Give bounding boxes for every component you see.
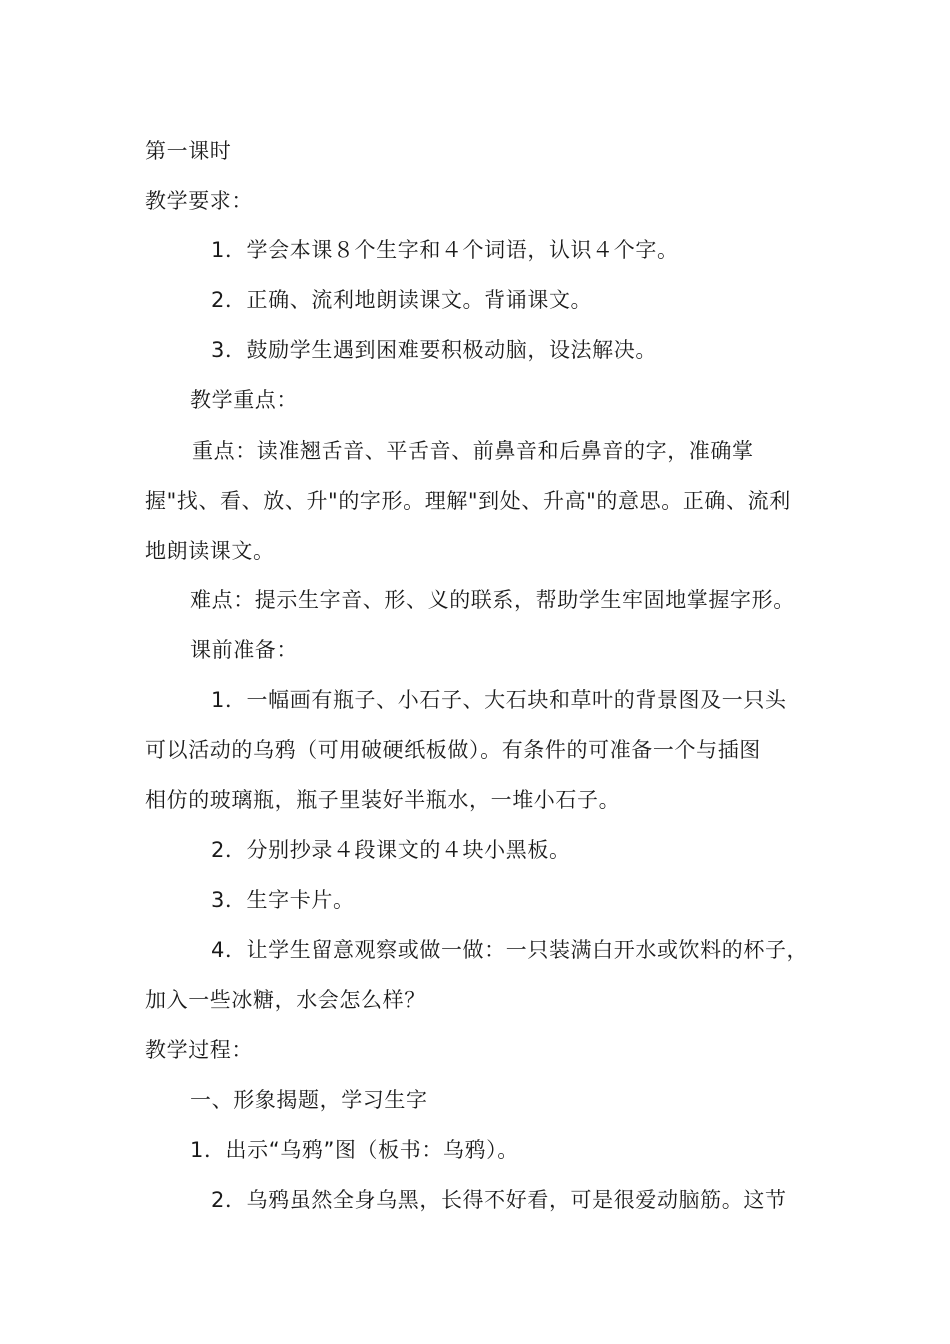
heading-preparation: 课前准备： — [190, 638, 298, 662]
difficulty-paragraph: 难点：提示生字音、形、义的联系，帮助学生牢固地掌握字形。 — [190, 588, 795, 612]
preparation-item: 4．让学生留意观察或做一做：一只装满白开水或饮料的杯子， — [211, 938, 809, 962]
preparation-item: 1．一幅画有瓶子、小石子、大石块和草叶的背景图及一只头 — [211, 688, 787, 712]
heading-requirements: 教学要求： — [145, 189, 253, 213]
preparation-item: 加入一些冰糖，水会怎么样？ — [145, 988, 426, 1012]
preparation-item: 3．生字卡片。 — [211, 888, 355, 912]
key-point-paragraph: 重点：读准翘舌音、平舌音、前鼻音和后鼻音的字，准确掌 — [192, 439, 754, 463]
preparation-item: 2．分别抄录４段课文的４块小黑板。 — [211, 838, 571, 862]
requirement-item: 2．正确、流利地朗读课文。背诵课文。 — [211, 288, 593, 312]
preparation-item: 可以活动的乌鸦（可用破硬纸板做）。有条件的可准备一个与插图 — [145, 738, 761, 762]
requirement-item: 3．鼓励学生遇到困难要积极动脑，设法解决。 — [211, 338, 657, 362]
key-point-paragraph: 握"找、看、放、升"的字形。理解"到处、升高"的意思。正确、流利 — [145, 489, 791, 513]
preparation-item: 相仿的玻璃瓶，瓶子里装好半瓶水，一堆小石子。 — [145, 788, 621, 812]
heading-lesson: 第一课时 — [145, 139, 232, 163]
process-step: 1．出示“乌鸦”图（板书：乌鸦）。 — [190, 1138, 519, 1162]
heading-process: 教学过程： — [145, 1038, 253, 1062]
requirement-item: 1．学会本课８个生字和４个词语，认识４个字。 — [211, 238, 679, 262]
process-step: 2．乌鸦虽然全身乌黑，长得不好看，可是很爱动脑筋。这节 — [211, 1188, 787, 1212]
process-section-title: 一、形象揭题，学习生字 — [190, 1088, 428, 1112]
key-point-paragraph: 地朗读课文。 — [145, 539, 275, 563]
heading-key-points: 教学重点： — [190, 388, 298, 412]
